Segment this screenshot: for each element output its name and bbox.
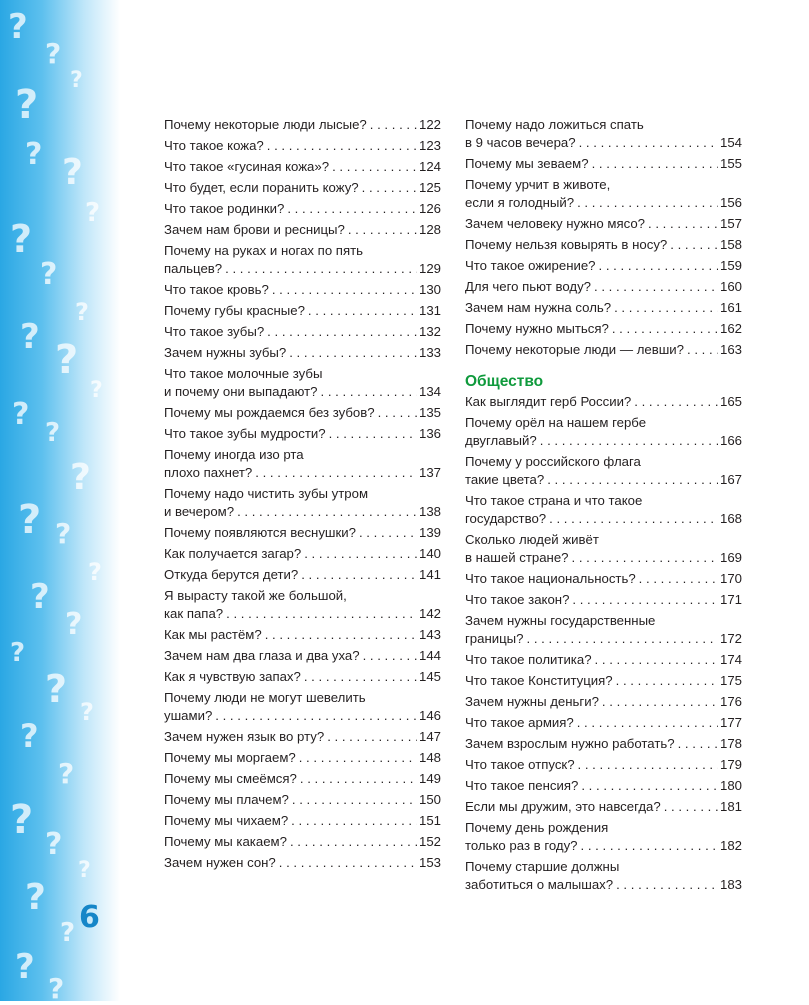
toc-entry-title-line: Почему иногда изо рта bbox=[164, 447, 304, 462]
toc-entry-page-number: 150 bbox=[418, 792, 441, 807]
toc-right-column bbox=[465, 116, 742, 897]
toc-entry-page-number: 177 bbox=[719, 715, 742, 730]
toc-entry-title: Зачем нужен язык во рту? bbox=[164, 729, 325, 744]
toc-entry-page-number: 141 bbox=[418, 567, 441, 582]
toc-entry[interactable] bbox=[465, 155, 742, 173]
page-number: 6 bbox=[79, 900, 100, 935]
toc-entry-page-number: 149 bbox=[418, 771, 441, 786]
toc-entry[interactable] bbox=[465, 257, 742, 275]
dot-leader bbox=[292, 791, 417, 809]
toc-entry[interactable] bbox=[465, 531, 742, 567]
toc-entry[interactable] bbox=[164, 158, 441, 176]
dot-leader bbox=[592, 155, 718, 173]
toc-entry-title: в нашей стране? bbox=[465, 550, 569, 565]
toc-entry[interactable] bbox=[164, 179, 441, 197]
toc-entry[interactable] bbox=[465, 278, 742, 296]
toc-entry-title-line: Зачем нужны государственные bbox=[465, 613, 656, 628]
toc-entry[interactable] bbox=[164, 425, 441, 443]
dot-leader bbox=[289, 344, 417, 362]
toc-entry-title: Что такое закон? bbox=[465, 592, 570, 607]
dot-leader bbox=[664, 798, 718, 816]
toc-entry-page-number: 158 bbox=[719, 237, 742, 252]
dot-leader bbox=[304, 545, 417, 563]
toc-entry[interactable] bbox=[465, 714, 742, 732]
question-mark-icon: ? bbox=[75, 298, 89, 326]
dot-leader bbox=[540, 432, 718, 450]
toc-entry-title: Почему мы какаем? bbox=[164, 834, 287, 849]
toc-entry[interactable] bbox=[465, 798, 742, 816]
toc-entry-title: Что такое «гусиная кожа»? bbox=[164, 159, 330, 174]
question-mark-icon: ? bbox=[70, 68, 83, 93]
toc-entry[interactable] bbox=[465, 299, 742, 317]
toc-entry-page-number: 132 bbox=[418, 324, 441, 339]
toc-entry-title: только раз в году? bbox=[465, 838, 578, 853]
dot-leader bbox=[614, 299, 718, 317]
dot-leader bbox=[547, 471, 718, 489]
dot-leader bbox=[255, 464, 417, 482]
dot-leader bbox=[327, 728, 417, 746]
dot-leader bbox=[321, 383, 417, 401]
toc-entry-title: Почему губы красные? bbox=[164, 303, 305, 318]
toc-entry-title: Что такое пенсия? bbox=[465, 778, 579, 793]
dot-leader bbox=[572, 591, 718, 609]
toc-entry-title: Зачем нам два глаза и два уха? bbox=[164, 648, 360, 663]
toc-entry[interactable] bbox=[164, 404, 441, 422]
toc-entry-page-number: 180 bbox=[719, 778, 742, 793]
question-mark-icon: ? bbox=[12, 397, 30, 432]
question-mark-icon: ? bbox=[85, 198, 101, 228]
question-mark-icon: ? bbox=[45, 827, 63, 862]
toc-entry-title: Что такое кровь? bbox=[164, 282, 269, 297]
dot-leader bbox=[572, 549, 718, 567]
toc-entry-page-number: 155 bbox=[719, 156, 742, 171]
dot-leader bbox=[267, 137, 417, 155]
toc-entry-title: заботиться о малышах? bbox=[465, 877, 614, 892]
dot-leader bbox=[639, 570, 718, 588]
toc-entry-page-number: 168 bbox=[719, 511, 742, 526]
toc-entry-title: двуглавый? bbox=[465, 433, 537, 448]
toc-entry-title: Почему мы чихаем? bbox=[164, 813, 289, 828]
toc-entry[interactable] bbox=[164, 728, 441, 746]
toc-entry-page-number: 181 bbox=[719, 799, 742, 814]
toc-entry-title: Почему появляются веснушки? bbox=[164, 525, 356, 540]
toc-entry-page-number: 148 bbox=[418, 750, 441, 765]
toc-entry[interactable] bbox=[465, 176, 742, 212]
toc-entry-title: Как выглядит герб России? bbox=[465, 394, 632, 409]
dot-leader bbox=[279, 854, 417, 872]
question-mark-icon: ? bbox=[48, 972, 65, 1005]
toc-entry[interactable] bbox=[164, 689, 441, 725]
section-title-society: Общество bbox=[465, 373, 544, 390]
toc-entry-title: Что будет, если поранить кожу? bbox=[164, 180, 359, 195]
dot-leader bbox=[648, 215, 718, 233]
toc-entry-page-number: 126 bbox=[418, 201, 441, 216]
toc-entry[interactable] bbox=[164, 770, 441, 788]
question-mark-icon: ? bbox=[55, 337, 79, 383]
toc-entry[interactable] bbox=[164, 302, 441, 320]
toc-entry-page-number: 174 bbox=[719, 652, 742, 667]
toc-entry[interactable] bbox=[164, 116, 441, 134]
toc-entry[interactable] bbox=[164, 221, 441, 239]
toc-entry[interactable] bbox=[164, 566, 441, 584]
toc-entry-title: Как получается загар? bbox=[164, 546, 302, 561]
toc-entry-page-number: 124 bbox=[418, 159, 441, 174]
toc-entry[interactable] bbox=[164, 365, 441, 401]
toc-entry-page-number: 130 bbox=[418, 282, 441, 297]
toc-entry-page-number: 145 bbox=[418, 669, 441, 684]
question-mark-icon: ? bbox=[10, 797, 34, 843]
toc-entry-title: пальцев? bbox=[164, 261, 223, 276]
toc-entry[interactable] bbox=[465, 756, 742, 774]
question-mark-icon: ? bbox=[25, 137, 43, 172]
toc-entry-title: Зачем нужен сон? bbox=[164, 855, 276, 870]
toc-entry-title-line: Почему старшие должны bbox=[465, 859, 620, 874]
toc-entry-page-number: 166 bbox=[719, 433, 742, 448]
dot-leader bbox=[237, 503, 417, 521]
question-mark-icon: ? bbox=[90, 378, 103, 403]
toc-entry[interactable] bbox=[465, 414, 742, 450]
toc-entry-title: Как я чувствую запах? bbox=[164, 669, 301, 684]
dot-leader bbox=[616, 876, 718, 894]
toc-entry[interactable] bbox=[465, 672, 742, 690]
dot-leader bbox=[581, 777, 718, 795]
toc-entry[interactable] bbox=[465, 612, 742, 648]
dot-leader bbox=[687, 341, 718, 359]
toc-entry-page-number: 146 bbox=[418, 708, 441, 723]
dot-leader bbox=[595, 651, 718, 669]
toc-entry-page-number: 175 bbox=[719, 673, 742, 688]
toc-entry-page-number: 138 bbox=[418, 504, 441, 519]
toc-entry-page-number: 147 bbox=[418, 729, 441, 744]
toc-entry-page-number: 171 bbox=[719, 592, 742, 607]
toc-entry-title: Для чего пьют воду? bbox=[465, 279, 591, 294]
toc-entry[interactable] bbox=[164, 242, 441, 278]
toc-entry-title: как папа? bbox=[164, 606, 224, 621]
dot-leader bbox=[363, 647, 417, 665]
toc-entry-title: Если мы дружим, это навсегда? bbox=[465, 799, 661, 814]
toc-entry[interactable] bbox=[164, 344, 441, 362]
toc-entry-title: Что такое кожа? bbox=[164, 138, 264, 153]
dot-leader bbox=[527, 630, 718, 648]
dot-leader bbox=[332, 158, 417, 176]
toc-entry[interactable] bbox=[465, 215, 742, 233]
toc-entry-title: Что такое зубы мудрости? bbox=[164, 426, 326, 441]
toc-entry-title: границы? bbox=[465, 631, 524, 646]
dot-leader bbox=[265, 626, 417, 644]
dot-leader bbox=[602, 693, 718, 711]
dot-leader bbox=[594, 278, 718, 296]
dot-leader bbox=[348, 221, 417, 239]
dot-leader bbox=[378, 404, 417, 422]
toc-entry-title: Что такое Конституция? bbox=[465, 673, 613, 688]
toc-entry-title-line: Почему надо чистить зубы утром bbox=[164, 486, 369, 501]
dot-leader bbox=[308, 302, 417, 320]
toc-entry-title: такие цвета? bbox=[465, 472, 545, 487]
toc-entry-title-line: Я вырасту такой же большой, bbox=[164, 588, 347, 603]
question-mark-icon: ? bbox=[8, 7, 28, 47]
dot-leader bbox=[370, 116, 417, 134]
toc-entry[interactable] bbox=[164, 323, 441, 341]
toc-entry[interactable] bbox=[465, 236, 742, 254]
toc-entry[interactable] bbox=[164, 791, 441, 809]
dot-leader bbox=[226, 605, 417, 623]
toc-entry[interactable] bbox=[164, 647, 441, 665]
toc-entry-title-line: Почему надо ложиться спать bbox=[465, 117, 644, 132]
toc-entry-title: Что такое армия? bbox=[465, 715, 574, 730]
toc-entry[interactable] bbox=[465, 320, 742, 338]
question-mark-icon: ? bbox=[70, 457, 91, 498]
toc-entry-page-number: 125 bbox=[418, 180, 441, 195]
toc-entry-page-number: 176 bbox=[719, 694, 742, 709]
toc-entry-title-line: Почему люди не могут шевелить bbox=[164, 690, 366, 705]
dot-leader bbox=[299, 749, 417, 767]
toc-entry[interactable] bbox=[465, 393, 742, 411]
toc-entry-title: Зачем нужны деньги? bbox=[465, 694, 599, 709]
toc-entry-title-line: Почему у российского флага bbox=[465, 454, 641, 469]
toc-entry-title: Зачем нам брови и ресницы? bbox=[164, 222, 345, 237]
toc-entry-page-number: 179 bbox=[719, 757, 742, 772]
toc-entry[interactable] bbox=[465, 777, 742, 795]
toc-entry-title-line: Сколько людей живёт bbox=[465, 532, 599, 547]
question-mark-icon: ? bbox=[20, 717, 39, 755]
question-mark-icon: ? bbox=[25, 877, 46, 918]
question-mark-icon: ? bbox=[80, 698, 94, 726]
toc-entry[interactable] bbox=[465, 492, 742, 528]
dot-leader bbox=[670, 236, 718, 254]
toc-entry-page-number: 139 bbox=[418, 525, 441, 540]
toc-entry-title-line: Почему день рождения bbox=[465, 820, 609, 835]
toc-entry-title: Почему мы рождаемся без зубов? bbox=[164, 405, 375, 420]
toc-entry-page-number: 123 bbox=[418, 138, 441, 153]
toc-entry-page-number: 161 bbox=[719, 300, 742, 315]
toc-entry-page-number: 134 bbox=[418, 384, 441, 399]
toc-entry-page-number: 183 bbox=[719, 877, 742, 892]
question-mark-icon: ? bbox=[15, 82, 39, 128]
toc-entry-page-number: 122 bbox=[418, 117, 441, 132]
question-mark-icon: ? bbox=[15, 947, 35, 987]
toc-entry[interactable] bbox=[465, 819, 742, 855]
toc-entry-title: Что такое политика? bbox=[465, 652, 592, 667]
question-mark-icon: ? bbox=[45, 418, 61, 448]
toc-entry-title: плохо пахнет? bbox=[164, 465, 253, 480]
question-mark-icon: ? bbox=[20, 317, 40, 357]
toc-entry-title: и почему они выпадают? bbox=[164, 384, 318, 399]
toc-entry-title: Что такое отпуск? bbox=[465, 757, 575, 772]
toc-entry[interactable] bbox=[164, 668, 441, 686]
toc-entry-page-number: 131 bbox=[418, 303, 441, 318]
toc-entry-title: Как мы растём? bbox=[164, 627, 262, 642]
toc-entry-title: Откуда берутся дети? bbox=[164, 567, 299, 582]
toc-society-list bbox=[465, 393, 742, 894]
toc-entry[interactable] bbox=[465, 591, 742, 609]
toc-entry-title: Что такое родинки? bbox=[164, 201, 285, 216]
toc-entry[interactable] bbox=[164, 812, 441, 830]
toc-entry[interactable] bbox=[465, 116, 742, 152]
question-mark-icon: ? bbox=[45, 667, 68, 711]
toc-left-column bbox=[164, 116, 441, 875]
toc-entry-title-line: Почему орёл на нашем гербе bbox=[465, 415, 647, 430]
toc-entry-page-number: 142 bbox=[418, 606, 441, 621]
question-mark-icon: ? bbox=[65, 607, 83, 642]
question-mark-icon: ? bbox=[40, 257, 58, 292]
dot-leader bbox=[304, 668, 417, 686]
dot-leader bbox=[634, 393, 718, 411]
toc-entry-page-number: 167 bbox=[719, 472, 742, 487]
toc-entry-title: Зачем взрослым нужно работать? bbox=[465, 736, 675, 751]
dot-leader bbox=[300, 770, 417, 788]
toc-entry-title: Зачем нужны зубы? bbox=[164, 345, 287, 360]
toc-entry-title: Зачем нам нужна соль? bbox=[465, 300, 612, 315]
dot-leader bbox=[578, 756, 718, 774]
toc-entry[interactable] bbox=[164, 749, 441, 767]
question-mark-icon: ? bbox=[18, 497, 42, 543]
toc-entry-page-number: 153 bbox=[418, 855, 441, 870]
toc-entry-page-number: 128 bbox=[418, 222, 441, 237]
dot-leader bbox=[577, 714, 718, 732]
toc-entry-title: Почему нужно мыться? bbox=[465, 321, 609, 336]
toc-entry-page-number: 144 bbox=[418, 648, 441, 663]
dot-leader bbox=[291, 812, 417, 830]
toc-entry-page-number: 162 bbox=[719, 321, 742, 336]
toc-entry-page-number: 135 bbox=[418, 405, 441, 420]
toc-entry[interactable] bbox=[465, 693, 742, 711]
toc-entry-page-number: 137 bbox=[418, 465, 441, 480]
dot-leader bbox=[329, 425, 417, 443]
question-mark-icon: ? bbox=[45, 37, 62, 70]
toc-entry-title: Почему мы плачем? bbox=[164, 792, 289, 807]
toc-entry[interactable] bbox=[465, 453, 742, 489]
toc-entry-title: Почему некоторые люди лысые? bbox=[164, 117, 367, 132]
dot-leader bbox=[579, 134, 718, 152]
toc-entry[interactable] bbox=[164, 137, 441, 155]
toc-entry-title: Почему мы моргаем? bbox=[164, 750, 296, 765]
toc-entry[interactable] bbox=[465, 570, 742, 588]
toc-entry[interactable] bbox=[164, 626, 441, 644]
toc-entry-page-number: 151 bbox=[418, 813, 441, 828]
toc-entry-title: Почему некоторые люди — левши? bbox=[465, 342, 685, 357]
toc-entry-page-number: 165 bbox=[719, 394, 742, 409]
question-mark-icon: ? bbox=[30, 577, 50, 617]
toc-entry-page-number: 140 bbox=[418, 546, 441, 561]
toc-entry[interactable] bbox=[164, 446, 441, 482]
toc-entry-title: Что такое зубы? bbox=[164, 324, 265, 339]
dot-leader bbox=[577, 194, 718, 212]
question-mark-icon: ? bbox=[10, 217, 33, 261]
toc-entry[interactable] bbox=[164, 281, 441, 299]
toc-entry[interactable] bbox=[465, 341, 742, 359]
toc-entry-page-number: 159 bbox=[719, 258, 742, 273]
toc-entry[interactable] bbox=[164, 485, 441, 521]
toc-entry-page-number: 178 bbox=[719, 736, 742, 751]
toc-entry-title: Почему мы зеваем? bbox=[465, 156, 589, 171]
toc-entry-title-line: Почему на руках и ногах по пять bbox=[164, 243, 364, 258]
toc-entry[interactable] bbox=[164, 545, 441, 563]
dot-leader bbox=[678, 735, 718, 753]
toc-entry[interactable] bbox=[465, 735, 742, 753]
dot-leader bbox=[290, 833, 417, 851]
toc-entry[interactable] bbox=[164, 524, 441, 542]
toc-entry-title: государство? bbox=[465, 511, 547, 526]
toc-entry[interactable] bbox=[164, 854, 441, 872]
toc-entry-page-number: 163 bbox=[719, 342, 742, 357]
toc-entry[interactable] bbox=[164, 833, 441, 851]
toc-entry[interactable] bbox=[465, 858, 742, 894]
toc-entry-page-number: 182 bbox=[719, 838, 742, 853]
toc-entry-title: Зачем человеку нужно мясо? bbox=[465, 216, 646, 231]
question-mark-icon: ? bbox=[58, 757, 75, 790]
question-mark-icon: ? bbox=[10, 638, 26, 668]
dot-leader bbox=[272, 281, 417, 299]
toc-entry-title: если я голодный? bbox=[465, 195, 575, 210]
toc-entry-page-number: 154 bbox=[719, 135, 742, 150]
toc-entry-page-number: 169 bbox=[719, 550, 742, 565]
dot-leader bbox=[612, 320, 718, 338]
toc-entry-page-number: 156 bbox=[719, 195, 742, 210]
dot-leader bbox=[225, 260, 417, 278]
toc-entry-page-number: 129 bbox=[418, 261, 441, 276]
dot-leader bbox=[287, 200, 417, 218]
toc-entry-title-line: Почему урчит в животе, bbox=[465, 177, 611, 192]
toc-entry[interactable] bbox=[465, 651, 742, 669]
toc-entry-page-number: 152 bbox=[418, 834, 441, 849]
toc-entry-title: ушами? bbox=[164, 708, 213, 723]
toc-entry-page-number: 170 bbox=[719, 571, 742, 586]
question-mark-icon: ? bbox=[88, 558, 102, 586]
dot-leader bbox=[215, 707, 417, 725]
dot-leader bbox=[359, 524, 417, 542]
toc-entry-page-number: 136 bbox=[418, 426, 441, 441]
toc-entry-title: в 9 часов вечера? bbox=[465, 135, 576, 150]
toc-entry[interactable] bbox=[164, 200, 441, 218]
question-mark-icon: ? bbox=[55, 517, 72, 550]
toc-entry-title: Что такое ожирение? bbox=[465, 258, 596, 273]
toc-entry-page-number: 160 bbox=[719, 279, 742, 294]
dot-leader bbox=[549, 510, 718, 528]
toc-right-top-list bbox=[465, 116, 742, 359]
question-mark-icon: ? bbox=[60, 918, 76, 948]
dot-leader bbox=[267, 323, 417, 341]
toc-entry-title: и вечером? bbox=[164, 504, 235, 519]
toc-entry-title: Почему мы смеёмся? bbox=[164, 771, 297, 786]
toc-entry-page-number: 143 bbox=[418, 627, 441, 642]
toc-entry-page-number: 157 bbox=[719, 216, 742, 231]
dot-leader bbox=[581, 837, 718, 855]
toc-entry-title-line: Что такое страна и что такое bbox=[465, 493, 643, 508]
dot-leader bbox=[362, 179, 417, 197]
dot-leader bbox=[599, 257, 718, 275]
dot-leader bbox=[616, 672, 718, 690]
toc-entry-title: Что такое национальность? bbox=[465, 571, 636, 586]
question-mark-icon: ? bbox=[78, 858, 91, 883]
toc-entry-page-number: 172 bbox=[719, 631, 742, 646]
toc-entry-page-number: 133 bbox=[418, 345, 441, 360]
dot-leader bbox=[301, 566, 417, 584]
question-mark-icon: ? bbox=[62, 152, 83, 193]
toc-entry[interactable] bbox=[164, 587, 441, 623]
toc-entry-title: Почему нельзя ковырять в носу? bbox=[465, 237, 668, 252]
toc-entry-title-line: Что такое молочные зубы bbox=[164, 366, 323, 381]
